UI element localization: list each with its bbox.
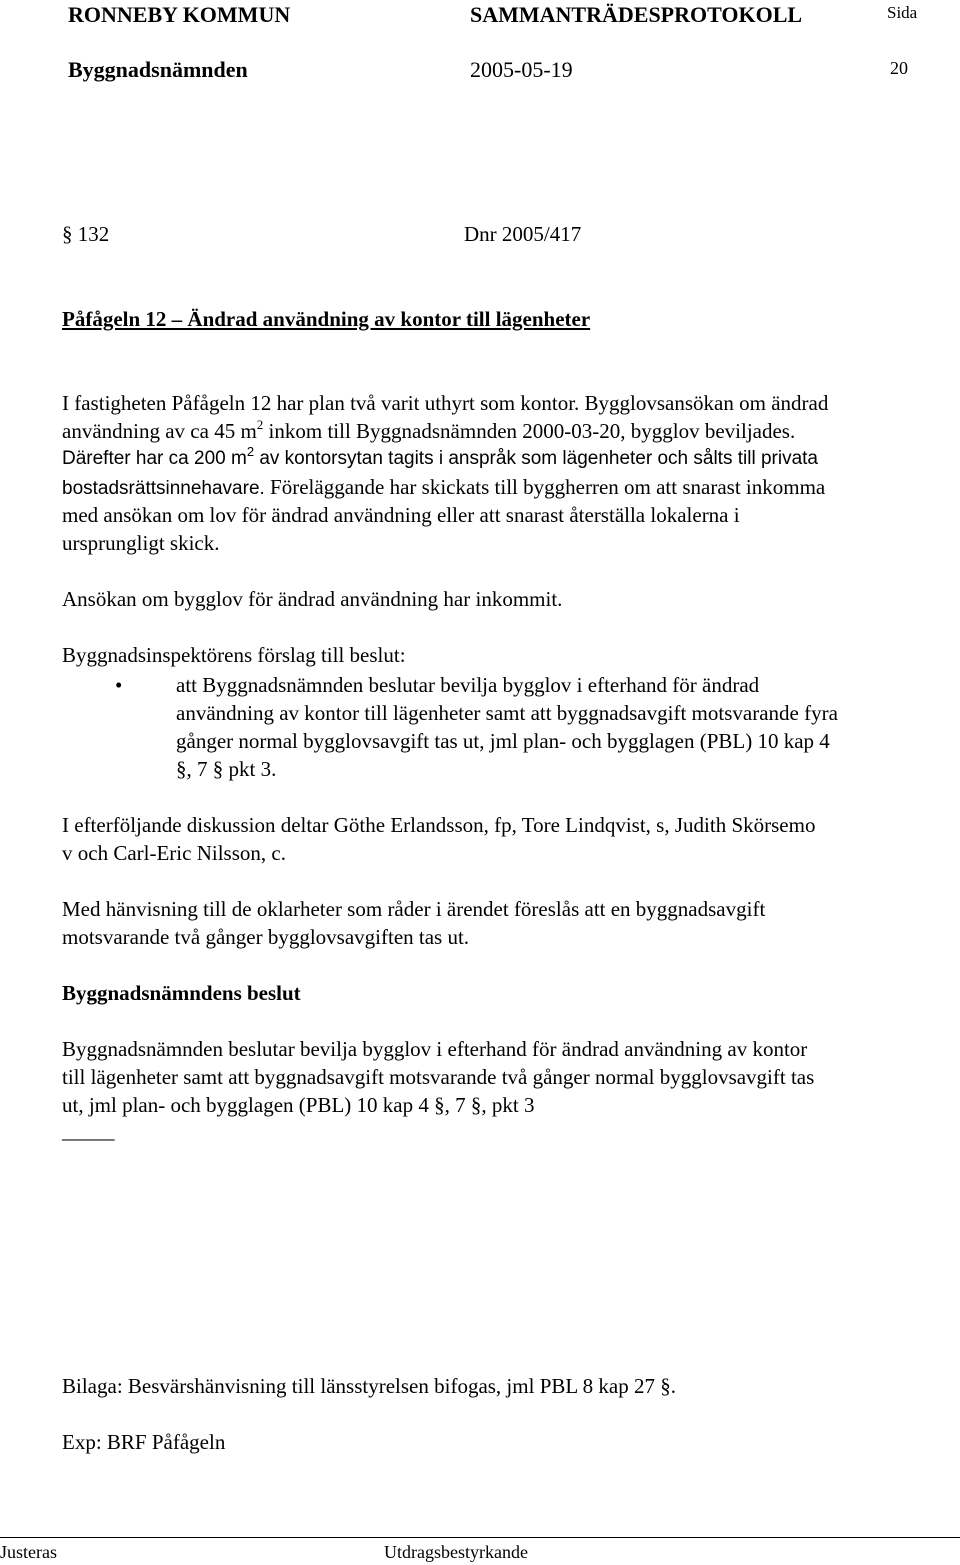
section-icon: § [176,757,187,781]
para1-line4-start: bostadsrättsinnehavare. [62,478,265,499]
para1-line5: med ansökan om lov för ändrad användning eller att snarast återställa lokalerna i [62,503,740,527]
para1-line3-start: Därefter har ca 200 m [62,448,247,469]
decision-heading: Byggnadsnämndens beslut [62,981,301,1005]
page-number: 20 [890,58,908,78]
decision-line3-end: , pkt 3 [481,1093,535,1117]
footer-utdragsbestyrkande: Utdragsbestyrkande [384,1542,528,1562]
org-name: RONNEBY KOMMUN [68,2,291,27]
proposal-line1: att Byggnadsnämnden beslutar bevilja bygglov i efterhand för ändrad [176,673,760,697]
discussion-line1: I efterföljande diskussion deltar Göthe Erlandsson, fp, Tore Lindqvist, s, Judith Skörsemo [62,813,816,837]
bullet-icon: • [115,673,123,697]
proposal-line4 [176,755,276,783]
para1-line3-end: av kontorsytan tagits i anspråk som lägenheter och sålts till privata [254,448,818,469]
attachment-text: Bilaga: Besvärshänvisning till länsstyrelsen bifogas, jml PBL 8 kap 27 [62,1374,661,1398]
decision-line3 [62,1091,534,1119]
distribution-line: Exp: BRF Påfågeln [62,1430,226,1454]
item-number-line [62,220,109,248]
para1-line1: I fastigheten Påfågeln 12 har plan två varit uthyrt som kontor. Bygglovsansökan om ändrad [62,391,829,415]
decision-line1: Byggnadsnämnden beslutar bevilja bygglov i efterhand för ändrad användning av kontor [62,1037,808,1061]
committee-name: Byggnadsnämnden [68,57,248,82]
dnr: Dnr 2005/417 [464,222,582,246]
reference-line1: Med hänvisning till de oklarheter som råder i ärendet föreslås att en byggnadsavgift [62,897,766,921]
para1-line2-end: inkom till Byggnadsnämnden 2000-03-20, bygglov beviljades. [263,419,796,443]
para1-line4-end: Föreläggande har skickats till byggherren om att snarast inkomma [264,475,826,499]
para1-line2-start: användning av ca 45 m [62,419,257,443]
section-icon: § [660,1374,671,1398]
item-number: 132 [77,222,110,246]
decision-line2: till lägenheter samt att byggnadsavgift motsvarande två gånger normal bygglovsavgift tas [62,1065,815,1089]
proposal-line4-end: pkt 3. [223,757,277,781]
para1-line6: ursprungligt skick. [62,531,220,555]
proposal-line3: gånger normal bygglovsavgift tas ut, jml plan- och bygglagen (PBL) 10 kap 4 [176,729,830,753]
item-title: Påfågeln 12 – Ändrad användning av kontor till lägenheter [62,307,591,331]
decision-line3-text: ut, jml plan- och bygglagen (PBL) 10 kap 4 [62,1093,435,1117]
section-icon: § [470,1093,482,1117]
superscript-two: 2 [256,417,264,432]
para1-line2 [62,417,795,445]
separator-line: _____ [62,1119,115,1143]
footer-divider [0,1537,960,1538]
reference-line2: motsvarande två gånger bygglovsavgiften tas ut. [62,925,470,949]
para1-line4 [62,473,825,504]
page-label: Sida [887,3,918,22]
para1-line3 [62,445,818,473]
proposal-heading: Byggnadsinspektörens förslag till beslut: [62,643,406,667]
superscript-two: 2 [246,443,255,459]
meeting-date: 2005-05-19 [470,57,573,82]
section-icon: § [434,1093,445,1117]
section-icon: § [62,222,73,246]
decision-line3-mid: , 7 [444,1093,471,1117]
proposal-line2: användning av kontor till lägenheter samt att byggnadsavgift motsvarande fyra [176,701,838,725]
footer-justeras: Justeras [0,1542,57,1562]
proposal-line4-text: , 7 [186,757,213,781]
attachment-line [62,1372,676,1400]
attachment-end: . [670,1374,676,1398]
discussion-line2: v och Carl-Eric Nilsson, c. [62,841,286,865]
section-icon: § [212,757,224,781]
para2: Ansökan om bygglov för ändrad användning har inkommit. [62,587,563,611]
document-type: SAMMANTRÄDESPROTOKOLL [470,2,803,27]
